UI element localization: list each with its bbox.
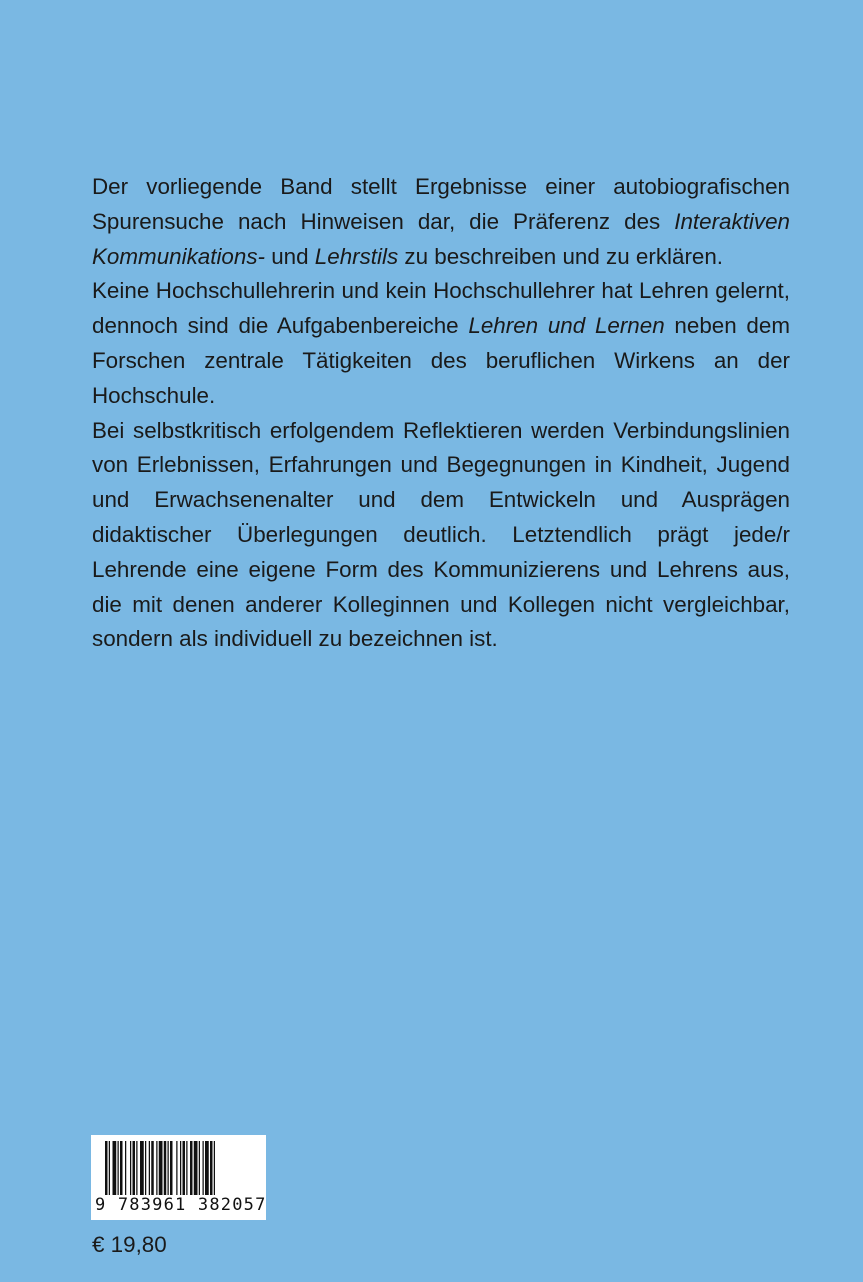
blurb-emphasis: Interaktiven Kommunikations-: [92, 208, 790, 269]
blurb-paragraph-1: [92, 170, 790, 274]
back-cover-blurb: [92, 170, 790, 657]
blurb-text: neben dem Forschen zentrale Tätigkeiten des beruflichen Wirkens an der Hochschule.: [92, 313, 790, 408]
isbn-barcode: [91, 1135, 266, 1220]
isbn-number: 9 783961 382057: [95, 1195, 267, 1215]
price-label: € 19,80: [92, 1232, 167, 1257]
blurb-text: und: [264, 243, 315, 269]
blurb-emphasis: Lehrstils: [314, 243, 399, 269]
blurb-paragraph-3: Bei selbstkritisch erfolgendem Reflektieren werden Verbindungslinien von Erlebnissen, Erfahrungen und Begegnungen in Kindheit, Jugend und Erwachsenenalter und dem Entwickeln und Ausprägen didaktischer Überlegungen deutlich. Letztendlich prägt jede/r Lehrende eine eigene Form des Kommunizierens und Lehrens aus, die mit denen anderer Kolleginnen und Kollegen nicht vergleichbar, sondern als individuell zu bezeichnen ist.: [92, 417, 790, 652]
blurb-text: Der vorliegende Band stellt Ergebnisse einer autobiografischen Spurensuche nach Hinweisen dar, die Präferenz des: [92, 174, 790, 234]
blurb-text: zu beschreiben und zu erklären.: [398, 243, 724, 269]
barcode-bars-icon: [91, 1135, 266, 1197]
blurb-paragraph-2: [92, 274, 790, 413]
blurb-text: Keine Hochschullehrerin und kein Hochschullehrer hat Lehren gelernt, dennoch sind die Aufgabenbereiche: [92, 278, 790, 339]
blurb-emphasis: Lehren und Lernen: [468, 313, 665, 339]
